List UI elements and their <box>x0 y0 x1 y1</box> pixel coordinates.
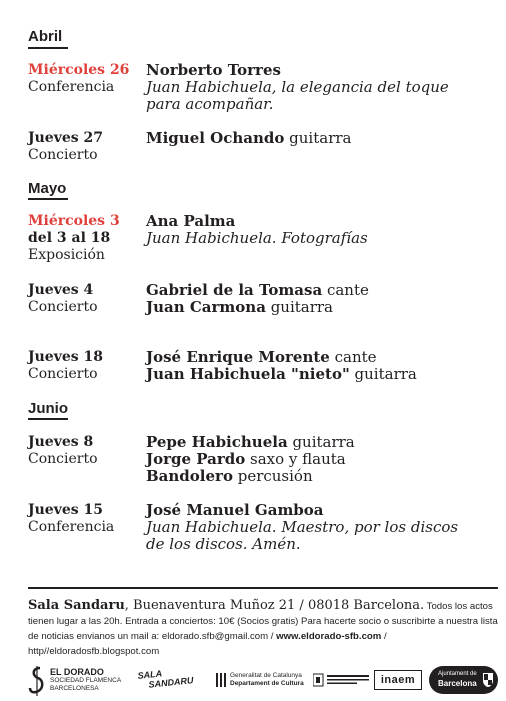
event-type: Concierto <box>28 299 98 315</box>
event-performer: Pepe Habichuela guitarra <box>146 433 355 451</box>
generalitat-text: Departament de Cultura <box>230 680 304 687</box>
event-performer: Gabriel de la Tomasa cante <box>146 281 369 299</box>
sandaru-text: SALA <box>137 668 163 681</box>
ajuntament-text: Barcelona <box>438 679 477 688</box>
sandaru-text: SANDARU <box>148 675 194 690</box>
month-heading-april: Abril <box>28 28 63 45</box>
event-performer: Juan Habichuela "nieto" guitarra <box>146 365 417 383</box>
event-performer: Miguel Ochando guitarra <box>146 129 352 147</box>
venue-name: Sala Sandaru <box>28 598 125 613</box>
event-date: Jueves 27 <box>28 130 103 146</box>
sponsor-logos <box>28 666 498 696</box>
eldorado-logo <box>28 666 122 701</box>
footer-text: Todos los actos tienen lugar a las 20h. Entrada a conciertos: 10€ (Socios gratis) Para hacerte socio o suscribirte a nuestra lista de noticias envianos un mail a: eldorado.sfb@gmail.com / <box>28 601 498 642</box>
event-artist: Ana Palma <box>146 212 236 230</box>
month-heading-june: Junio <box>28 400 68 417</box>
spain-crest-icon <box>313 672 371 688</box>
event-type: Conferencia <box>28 79 115 95</box>
event-performer: José Enrique Morente cante <box>146 348 377 366</box>
footer-rule <box>28 587 498 589</box>
sandaru-logo <box>137 665 194 691</box>
ajuntament-text: Ajuntament de <box>438 671 477 677</box>
event-date: Jueves 18 <box>28 349 103 365</box>
event-date: Jueves 8 <box>28 434 94 450</box>
generalitat-text: Generalitat de Catalunya <box>230 672 302 679</box>
event-type: Concierto <box>28 366 98 382</box>
event-type: Concierto <box>28 451 98 467</box>
event-artist: Norberto Torres <box>146 61 281 79</box>
event-performer: Bandolero percusión <box>146 467 313 485</box>
event-artist: José Manuel Gamboa <box>146 501 324 519</box>
footer-info <box>28 598 498 659</box>
event-performer: Juan Carmona guitarra <box>146 298 334 316</box>
event-title: de los discos. Amén. <box>146 535 301 553</box>
eldorado-subtitle: SOCIEDAD FLAMENCA <box>50 677 122 684</box>
inaem-logo <box>374 670 422 690</box>
senyera-icon <box>216 673 226 687</box>
event-date-range: del 3 al 18 <box>28 230 111 246</box>
venue <box>28 598 424 613</box>
month-rule <box>28 47 68 49</box>
event-title: Juan Habichuela. Maestro, por los discos <box>146 518 459 536</box>
ajuntament-logo <box>429 666 498 694</box>
event-type: Exposición <box>28 247 105 263</box>
event-date: Jueves 15 <box>28 502 103 518</box>
month-rule <box>28 198 68 200</box>
month-rule <box>28 418 68 420</box>
event-date: Miércoles 3 <box>28 213 120 229</box>
event-title: Juan Habichuela. Fotografías <box>146 229 368 247</box>
eldorado-emblem-icon <box>28 666 46 696</box>
event-date: Jueves 4 <box>28 282 94 298</box>
event-title: para acompañar. <box>146 95 274 113</box>
month-heading-may: Mayo <box>28 180 67 197</box>
ministerio-logo <box>313 672 371 693</box>
eldorado-subtitle: BARCELONESA <box>50 685 99 692</box>
barcelona-shield-icon <box>483 673 493 687</box>
inaem-text: inaem <box>380 674 416 686</box>
event-type: Concierto <box>28 147 98 163</box>
event-performer: Jorge Pardo saxo y flauta <box>146 450 346 468</box>
event-date: Miércoles 26 <box>28 62 130 78</box>
event-type: Conferencia <box>28 519 115 535</box>
venue-address: , Buenaventura Muñoz 21 / 08018 Barcelona. <box>124 598 425 613</box>
blog-text: / http//eldoradosfb.blogspot.com <box>28 631 387 657</box>
event-title: Juan Habichuela, la elegancia del toque <box>146 78 449 96</box>
website-link[interactable]: www.eldorado-sfb.com <box>276 631 382 642</box>
eldorado-title: EL DORADO <box>50 667 104 677</box>
